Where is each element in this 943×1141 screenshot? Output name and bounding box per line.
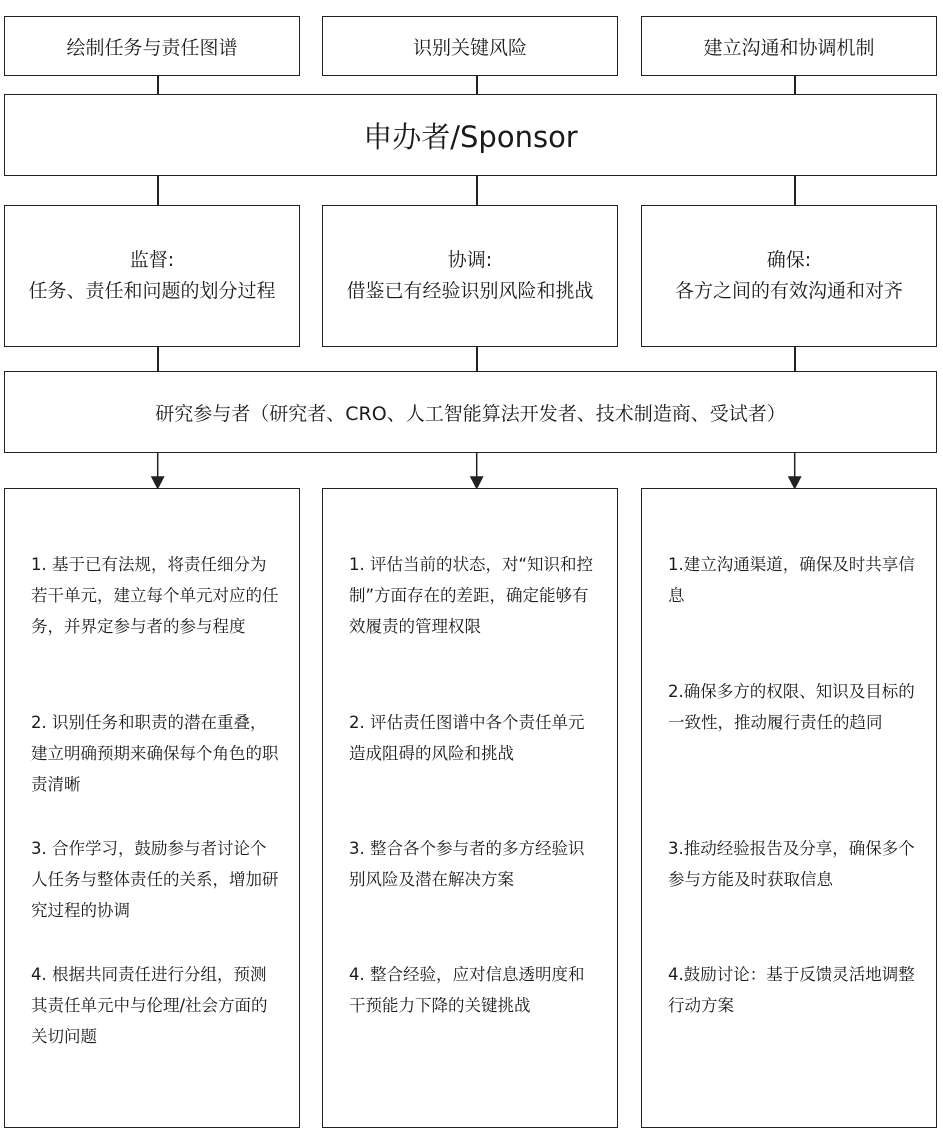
list-item: 3. 整合各个参与者的多方经验识别风险及潜在解决方案 [349,839,585,889]
list-item: 3. 合作学习，鼓励参与者讨论个人任务与整体责任的关系，增加研究过程的协调 [31,839,279,920]
list-item: 2.确保多方的权限、知识及目标的一致性，推动履行责任的趋同 [668,682,915,732]
detail-column-2 [322,488,618,1128]
list-item: 2. 识别任务和职责的潜在重叠，建立明确预期来确保每个角色的职责清晰 [31,713,279,794]
arrow-head [789,477,800,488]
role-box-ensure [641,205,937,347]
role-title: 监督: [129,249,175,271]
list-item: 4. 整合经验，应对信息透明度和干预能力下降的关键挑战 [349,965,585,1015]
role-desc: 任务、责任和问题的划分过程 [28,280,276,302]
arrow-head [152,477,163,488]
list-item: 1. 评估当前的状态，对“知识和控制”方面存在的差距，确定能够有效履责的管理权限 [349,555,594,636]
participants-box [4,371,937,453]
arrow-head [471,477,482,488]
role-desc: 借鉴已有经验识别风险和挑战 [346,280,594,302]
top-box-communication [641,16,937,76]
role-box-supervise [4,205,300,347]
role-title: 协调: [447,249,493,271]
participants-label: 研究参与者（研究者、CRO、人工智能算法开发者、技术制造商、受试者） [155,402,786,425]
top-box-risk [322,16,618,76]
detail-column-1 [4,488,300,1128]
list-item: 4.鼓励讨论：基于反馈灵活地调整行动方案 [668,965,915,1015]
sponsor-box [4,94,937,176]
top-box-label: 绘制任务与责任图谱 [66,36,238,59]
role-desc: 各方之间的有效沟通和对齐 [674,280,903,302]
detail-column-3 [641,488,937,1128]
list-item: 1. 基于已有法规，将责任细分为若干单元，建立每个单元对应的任务，并界定参与者的参与程度 [31,555,279,636]
top-box-label: 建立沟通和协调机制 [703,36,875,59]
role-box-coordinate [322,205,618,347]
list-item: 3.推动经验报告及分享，确保多个参与方能及时获取信息 [668,839,915,889]
list-item: 2. 评估责任图谱中各个责任单元造成阻碍的风险和挑战 [349,713,585,763]
list-item: 1.建立沟通渠道，确保及时共享信息 [668,555,915,605]
top-box-task-map [4,16,300,76]
sponsor-label: 申办者/Sponsor [363,119,578,154]
list-item: 4. 根据共同责任进行分组，预测其责任单元中与伦理/社会方面的关切问题 [31,965,268,1046]
top-box-label: 识别关键风险 [412,36,527,59]
role-title: 确保: [766,249,812,271]
